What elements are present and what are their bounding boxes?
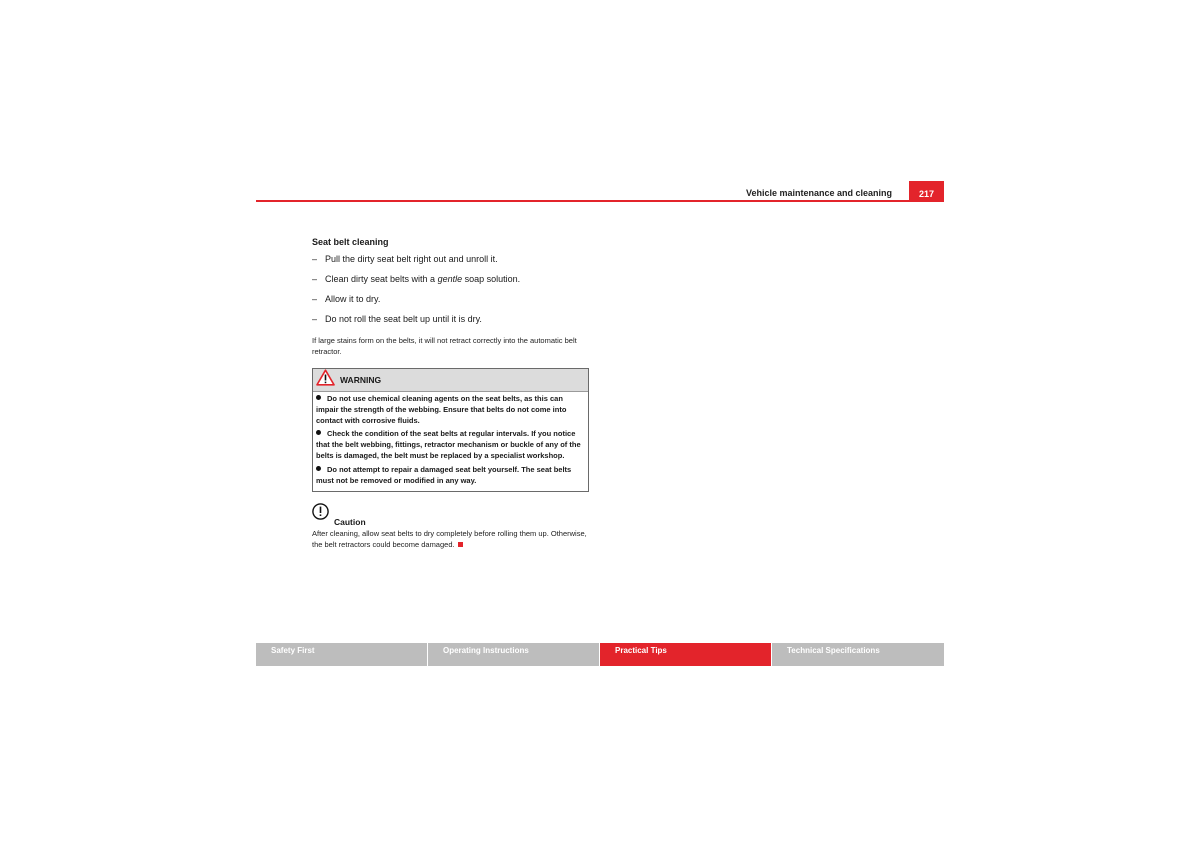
step-text-emphasis: gentle xyxy=(437,274,463,284)
footer-tab-technical-specifications[interactable]: Technical Specifications xyxy=(772,643,944,666)
main-content xyxy=(312,237,592,550)
bullet-icon xyxy=(316,466,321,471)
step-text xyxy=(325,253,498,265)
warning-item xyxy=(316,429,585,461)
instruction-step xyxy=(312,253,592,265)
section-heading: Seat belt cleaning xyxy=(312,237,389,247)
instruction-list xyxy=(312,253,592,325)
page-number: 217 xyxy=(909,181,944,201)
instruction-step xyxy=(312,273,592,285)
warning-box xyxy=(312,368,589,492)
step-dash: – xyxy=(312,254,318,264)
step-text-part: Pull the dirty seat belt right out and unroll it. xyxy=(325,254,498,264)
caution-text-body: After cleaning, allow seat belts to dry completely before rolling them up. Otherwise, the belt retractors could become damaged. xyxy=(312,529,587,550)
footer-tab-practical-tips[interactable]: Practical Tips xyxy=(600,643,771,666)
stain-note: If large stains form on the belts, it will not retract correctly into the automatic belt retractor. xyxy=(312,336,577,356)
step-text xyxy=(325,313,482,325)
footer-navigation xyxy=(256,643,944,666)
warning-title: WARNING xyxy=(340,375,382,385)
warning-item-text: Do not attempt to repair a damaged seat belt yourself. The seat belts must not be removed or modified in any way. xyxy=(316,464,572,485)
step-dash: – xyxy=(312,294,318,304)
caution-header xyxy=(312,503,592,528)
warning-body xyxy=(313,392,588,491)
instruction-step xyxy=(312,313,592,325)
step-text-part: soap solution. xyxy=(462,274,521,284)
step-text xyxy=(325,273,520,285)
step-text-part: Do not roll the seat belt up until it is dry. xyxy=(325,314,482,324)
instruction-step xyxy=(312,293,592,305)
footer-tab-operating-instructions[interactable]: Operating Instructions xyxy=(428,643,599,666)
bullet-icon xyxy=(316,430,321,435)
caution-text xyxy=(312,528,592,550)
warning-item-text: Check the condition of the seat belts at regular intervals. If you notice that the belt webbing, fittings, retractor mechanism or buckle of any of the belts is damaged, the belt must be replaced by a specialist workshop. xyxy=(316,429,581,460)
step-dash: – xyxy=(312,314,318,324)
footer-tab-safety-first[interactable]: Safety First xyxy=(256,643,427,666)
chapter-title: Vehicle maintenance and cleaning xyxy=(745,188,892,198)
section-end-marker xyxy=(458,542,463,547)
step-text-part: Clean dirty seat belts with a xyxy=(325,274,438,284)
caution-exclamation-icon xyxy=(312,503,329,525)
step-text-part: Allow it to dry. xyxy=(325,294,381,304)
warning-header xyxy=(313,369,588,392)
caution-title: Caution xyxy=(334,517,366,528)
warning-item-text: Do not use chemical cleaning agents on the seat belts, as this can impair the strength of the webbing. Ensure that belts do not come into contact with corrosive fluids. xyxy=(316,394,567,425)
header-divider xyxy=(256,200,944,202)
warning-triangle-icon xyxy=(316,369,335,391)
step-dash: – xyxy=(312,274,318,284)
step-text xyxy=(325,293,380,305)
warning-item xyxy=(316,465,585,487)
bullet-icon xyxy=(316,395,321,400)
warning-item xyxy=(316,394,585,426)
